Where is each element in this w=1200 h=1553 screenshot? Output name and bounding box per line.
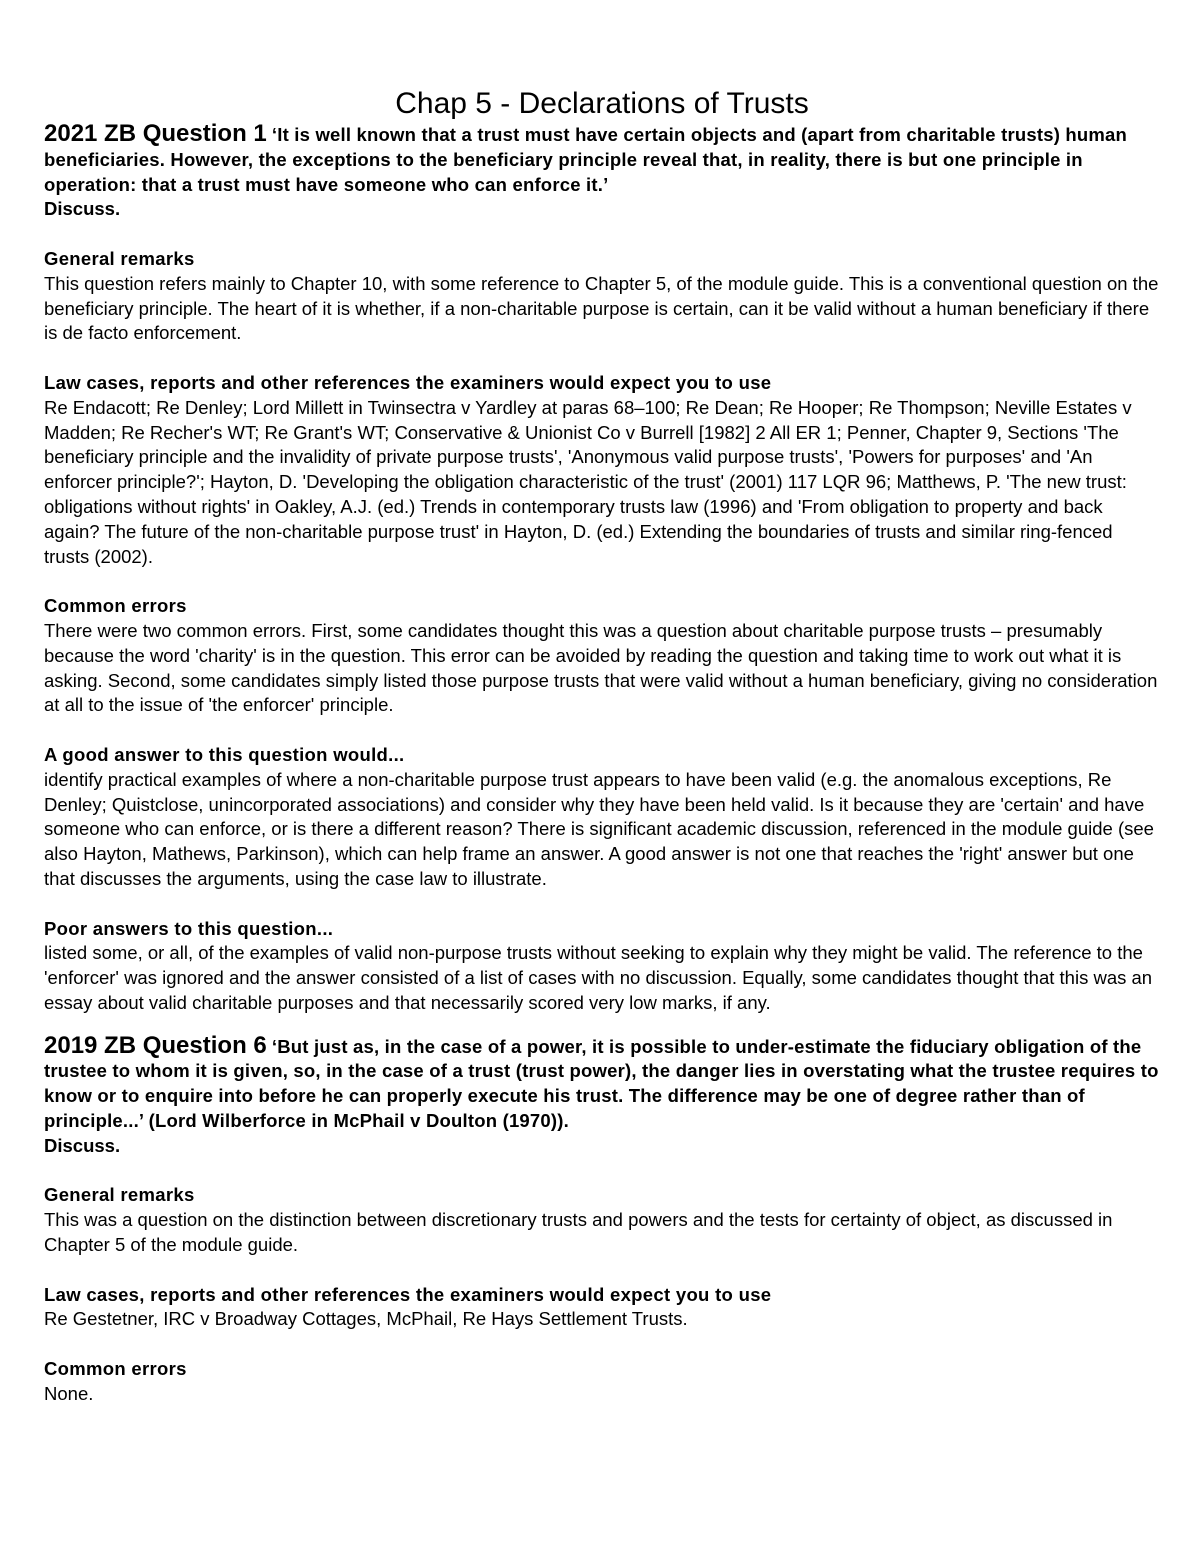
document-page	[44, 86, 1160, 1407]
section-common-errors	[44, 1357, 1160, 1407]
question-prompt	[44, 122, 1160, 197]
section-poor-answers	[44, 917, 1160, 1016]
section-heading: Poor answers to this question...	[44, 917, 334, 939]
question-instruction: Discuss.	[44, 198, 121, 220]
section-body: listed some, or all, of the examples of valid non-purpose trusts without seeking to explain why they might be valid. The reference to the 'enforcer' was ignored and the answer consisted of a list of cases with no discussion. Equally, some candidates thought that this was an essay about valid charitable purposes and that necessarily scored very low marks, if any.	[44, 942, 1153, 1013]
question-quote: ‘It is well known that a trust must have certain objects and (apart from charitable trusts) human beneficiaries. However, the exceptions to the beneficiary principle reveal that, in reality, there is but one principle in operation: that a trust must have someone who can enforce it.’	[44, 124, 1128, 195]
section-heading: Law cases, reports and other references the examiners would expect you to use	[44, 371, 772, 393]
section-references	[44, 1283, 1160, 1333]
section-body: identify practical examples of where a non-charitable purpose trust appears to have been valid (e.g. the anomalous exceptions, Re Denley; Quistclose, unincorporated associations) and consider why they have been held valid. Is it because they are 'certain' and have someone who can enforce, or is there a different reason? There is significant academic discussion, referenced in the module guide (see also Hayton, Mathews, Parkinson), which can help frame an answer. A good answer is not one that reaches the 'right' answer but one that discusses the arguments, using the case law to illustrate.	[44, 768, 1154, 889]
section-references	[44, 371, 1160, 569]
section-heading: Law cases, reports and other references the examiners would expect you to use	[44, 1283, 772, 1305]
section-body: This question refers mainly to Chapter 10, with some reference to Chapter 5, of the module guide. This is a conventional question on the beneficiary principle. The heart of it is whether, if a non-charitable purpose is certain, can it be valid without a human beneficiary if there is de facto enforcement.	[44, 272, 1159, 344]
section-heading: General remarks	[44, 1184, 195, 1206]
section-heading: General remarks	[44, 247, 195, 269]
document-title: Chap 5 - Declarations of Trusts	[395, 87, 809, 120]
section-body: None.	[44, 1382, 94, 1404]
question-instruction: Discuss.	[44, 1134, 121, 1156]
section-good-answer	[44, 743, 1160, 892]
question-2019-q6	[44, 1031, 1160, 1407]
question-quote: ‘But just as, in the case of a power, it is possible to under-estimate the fiduciary obligation of the trustee to whom it is given, so, in the case of a trust (trust power), the danger lies in overstating what the trustee requires to know or to enquire into before he can properly execute his trust. The difference may be one of degree rather than of principle...’ (Lord Wilberforce in McPhail v Doulton (1970)).	[44, 1035, 1159, 1132]
section-heading: Common errors	[44, 595, 187, 617]
section-heading: Common errors	[44, 1358, 187, 1380]
section-heading: A good answer to this question would...	[44, 743, 405, 765]
section-general-remarks	[44, 247, 1160, 346]
section-body: This was a question on the distinction between discretionary trusts and powers and the tests for certainty of object, as discussed in Chapter 5 of the module guide.	[44, 1209, 1113, 1256]
section-body: There were two common errors. First, some candidates thought this was a question about charitable purpose trusts – presumably because the word 'charity' is in the question. This error can be avoided by reading the question and taking time to work out what it is asking. Second, some candidates simply listed those purpose trusts that were valid without a human beneficiary, giving no consideration at all to the issue of 'the enforcer' principle.	[44, 619, 1158, 716]
section-common-errors	[44, 594, 1160, 718]
section-general-remarks	[44, 1183, 1160, 1257]
section-body: Re Gestetner, IRC v Broadway Cottages, McPhail, Re Hays Settlement Trusts.	[44, 1308, 688, 1330]
question-prompt	[44, 1031, 1160, 1134]
question-2021-q1	[44, 122, 1160, 1016]
section-body: Re Endacott; Re Denley; Lord Millett in Twinsectra v Yardley at paras 68–100; Re Dean; Re Hooper; Re Thompson; Neville Estates v Madden; Re Recher's WT; Re Grant's WT; Conservative & Unionist Co v Burrell [1982] 2 All ER 1; Penner, Chapter 9, Sections 'The beneficiary principle and the invalidity of private purpose trusts', 'Anonymous valid purpose trusts', 'Powers for purposes' and 'An enforcer principle?'; Hayton, D. 'Developing the obligation characteristic of the trust' (2001) 117 LQR 96; Matthews, P. 'The new trust: obligations without rights' in Oakley, A.J. (ed.) Trends in contemporary trusts law (1996) and 'From obligation to property and back again? The future of the non-charitable purpose trust' in Hayton, D. (ed.) Extending the boundaries of trusts and similar ring-fenced trusts (2002).	[44, 396, 1132, 567]
question-label: 2019 ZB Question 6	[44, 1031, 267, 1059]
question-label: 2021 ZB Question 1	[44, 120, 267, 147]
